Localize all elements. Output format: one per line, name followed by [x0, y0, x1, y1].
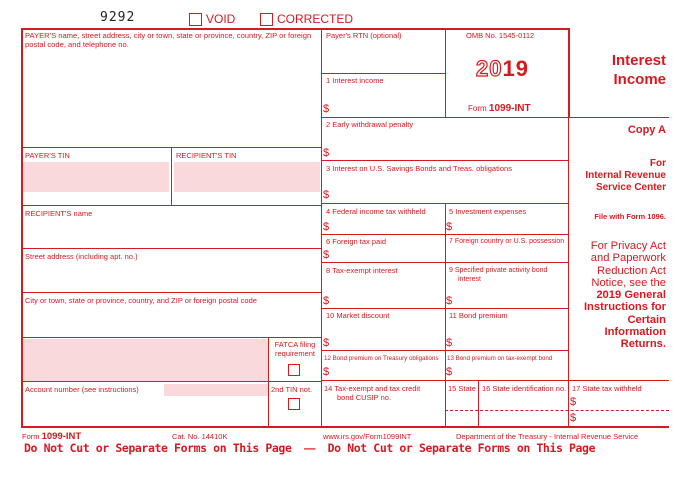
- box-3-dollar[interactable]: $: [323, 189, 330, 201]
- box-13-dollar[interactable]: $: [446, 366, 453, 378]
- for-irs-line3: Service Center: [595, 182, 666, 193]
- box-4-label: 4 Federal income tax withheld: [326, 207, 426, 216]
- box-11-label: 11 Bond premium: [449, 311, 508, 320]
- omb-number: OMB No. 1545-0112: [466, 31, 535, 40]
- box-16-field[interactable]: [480, 395, 566, 424]
- box-16-label: 16 State identification no.: [482, 384, 567, 393]
- privacy-line-2: and Paperwork: [590, 252, 666, 265]
- do-not-cut-dash: —: [304, 443, 316, 455]
- box-15-label: 15 State: [448, 384, 476, 393]
- box-9-label: 9 Specified private activity bond: [449, 267, 548, 274]
- privacy-line-1: For Privacy Act: [590, 240, 666, 252]
- box-12-dollar[interactable]: $: [323, 366, 330, 378]
- box-1-dollar[interactable]: $: [323, 103, 330, 115]
- form-code: 9292: [100, 10, 136, 25]
- do-not-cut-1: Do Not Cut or Separate Forms on This Page: [24, 441, 292, 455]
- box-12-label: 12 Bond premium on Treasury obligations: [324, 355, 439, 362]
- privacy-line-5: 2019 General: [596, 289, 666, 302]
- account-number-label: Account number (see instructions): [25, 385, 139, 394]
- payer-tin-label: PAYER'S TIN: [25, 151, 70, 160]
- box-10-dollar[interactable]: $: [323, 337, 330, 349]
- privacy-line-6: Instructions for: [583, 301, 666, 314]
- box-13-label: 13 Bond premium on tax-exempt bond: [447, 355, 553, 362]
- box-9-label-line2: interest: [458, 276, 481, 283]
- box-3-label: 3 Interest on U.S. Savings Bonds and Treas. obligations: [326, 164, 512, 173]
- tax-year-prefix: 20: [476, 56, 503, 81]
- box-2-dollar[interactable]: $: [323, 147, 330, 159]
- recipient-tin-label: RECIPIENT'S TIN: [176, 151, 237, 160]
- box-1-label: 1 Interest income: [326, 76, 384, 85]
- city-state-label: City or town, state or province, country, and ZIP or foreign postal code: [25, 296, 257, 305]
- box-11-dollar[interactable]: $: [446, 337, 453, 349]
- privacy-line-9: Returns.: [620, 338, 666, 351]
- box-17-label: 17 State tax withheld: [572, 384, 642, 393]
- box-2-label: 2 Early withdrawal penalty: [326, 120, 414, 129]
- box-5-dollar[interactable]: $: [446, 221, 453, 233]
- box-9-dollar[interactable]: $: [446, 295, 453, 307]
- box-15-field[interactable]: [447, 395, 477, 424]
- box-17-dollar-2[interactable]: $: [570, 412, 577, 424]
- corrected-checkbox[interactable]: [260, 13, 273, 26]
- payer-name-field[interactable]: [23, 52, 319, 145]
- do-not-cut-notice: [24, 441, 672, 455]
- box-14-label-line2: bond CUSIP no.: [337, 393, 392, 402]
- box-4-dollar[interactable]: $: [323, 221, 330, 233]
- fatca-label: FATCA filing requirement: [274, 340, 316, 358]
- corrected-label: CORRECTED: [277, 12, 354, 26]
- box-8-dollar[interactable]: $: [323, 295, 330, 307]
- do-not-cut-2: Do Not Cut or Separate Forms on This Page: [327, 441, 596, 455]
- box-6-dollar[interactable]: $: [323, 249, 330, 261]
- box-8-label: 8 Tax-exempt interest: [326, 266, 398, 275]
- second-tin-checkbox[interactable]: [288, 398, 300, 410]
- void-label: VOID: [206, 12, 236, 26]
- fatca-shaded-area: [23, 339, 269, 381]
- second-tin-label: 2nd TIN not.: [271, 385, 313, 394]
- recipient-tin-field[interactable]: [174, 162, 320, 192]
- city-state-field[interactable]: [23, 307, 319, 335]
- omb-form-name: [468, 103, 531, 114]
- title-interest: Interest: [611, 52, 666, 69]
- footer-form-prefix: Form: [22, 432, 40, 441]
- footer-form-number: 1099-INT: [41, 431, 82, 442]
- street-address-field[interactable]: [23, 263, 319, 290]
- privacy-notice: [546, 240, 666, 351]
- tax-year: [476, 56, 529, 82]
- box-17-dollar-1[interactable]: $: [570, 396, 577, 408]
- void-checkbox[interactable]: [189, 13, 202, 26]
- omb-form-prefix: Form: [468, 104, 487, 113]
- box-5-label: 5 Investment expenses: [449, 207, 527, 216]
- box-6-label: 6 Foreign tax paid: [326, 237, 387, 246]
- footer-cat-no: Cat. No. 14410K: [172, 432, 228, 441]
- for-irs-line2: Internal Revenue: [585, 170, 666, 181]
- file-with-1096: File with Form 1096.: [594, 212, 666, 221]
- recipient-name-label: RECIPIENT'S name: [25, 209, 93, 218]
- payer-tin-field[interactable]: [23, 162, 169, 192]
- privacy-line-8: Information: [604, 326, 666, 339]
- payer-rtn-label: Payer's RTN (optional): [326, 31, 402, 40]
- box-14-field[interactable]: [323, 404, 443, 424]
- tax-year-suffix: 19: [502, 56, 529, 81]
- title-income: Income: [613, 71, 666, 88]
- for-irs-line1: For: [649, 158, 666, 169]
- footer-department: Department of the Treasury - Internal Revenue Service: [456, 432, 639, 441]
- recipient-name-field[interactable]: [23, 220, 319, 246]
- privacy-line-7: Certain: [627, 313, 666, 326]
- fatca-checkbox[interactable]: [288, 364, 300, 376]
- box-10-label: 10 Market discount: [326, 311, 390, 320]
- box-14-label: 14 Tax-exempt and tax credit: [324, 384, 421, 393]
- payer-name-label: PAYER'S name, street address, city or town, state or province, country, ZIP or foreign postal code, and telephone no.: [25, 31, 312, 49]
- privacy-line-3: Reduction Act: [596, 264, 666, 277]
- account-number-field[interactable]: [164, 384, 268, 396]
- footer-url[interactable]: www.irs.gov/Form1099INT: [323, 432, 412, 441]
- privacy-line-4: Notice, see the: [591, 276, 666, 289]
- copy-a-label: Copy A: [627, 124, 666, 136]
- street-address-label: Street address (including apt. no.): [25, 252, 138, 261]
- box-7-label: 7 Foreign country or U.S. possession: [449, 238, 565, 245]
- omb-form-number: 1099-INT: [488, 103, 531, 114]
